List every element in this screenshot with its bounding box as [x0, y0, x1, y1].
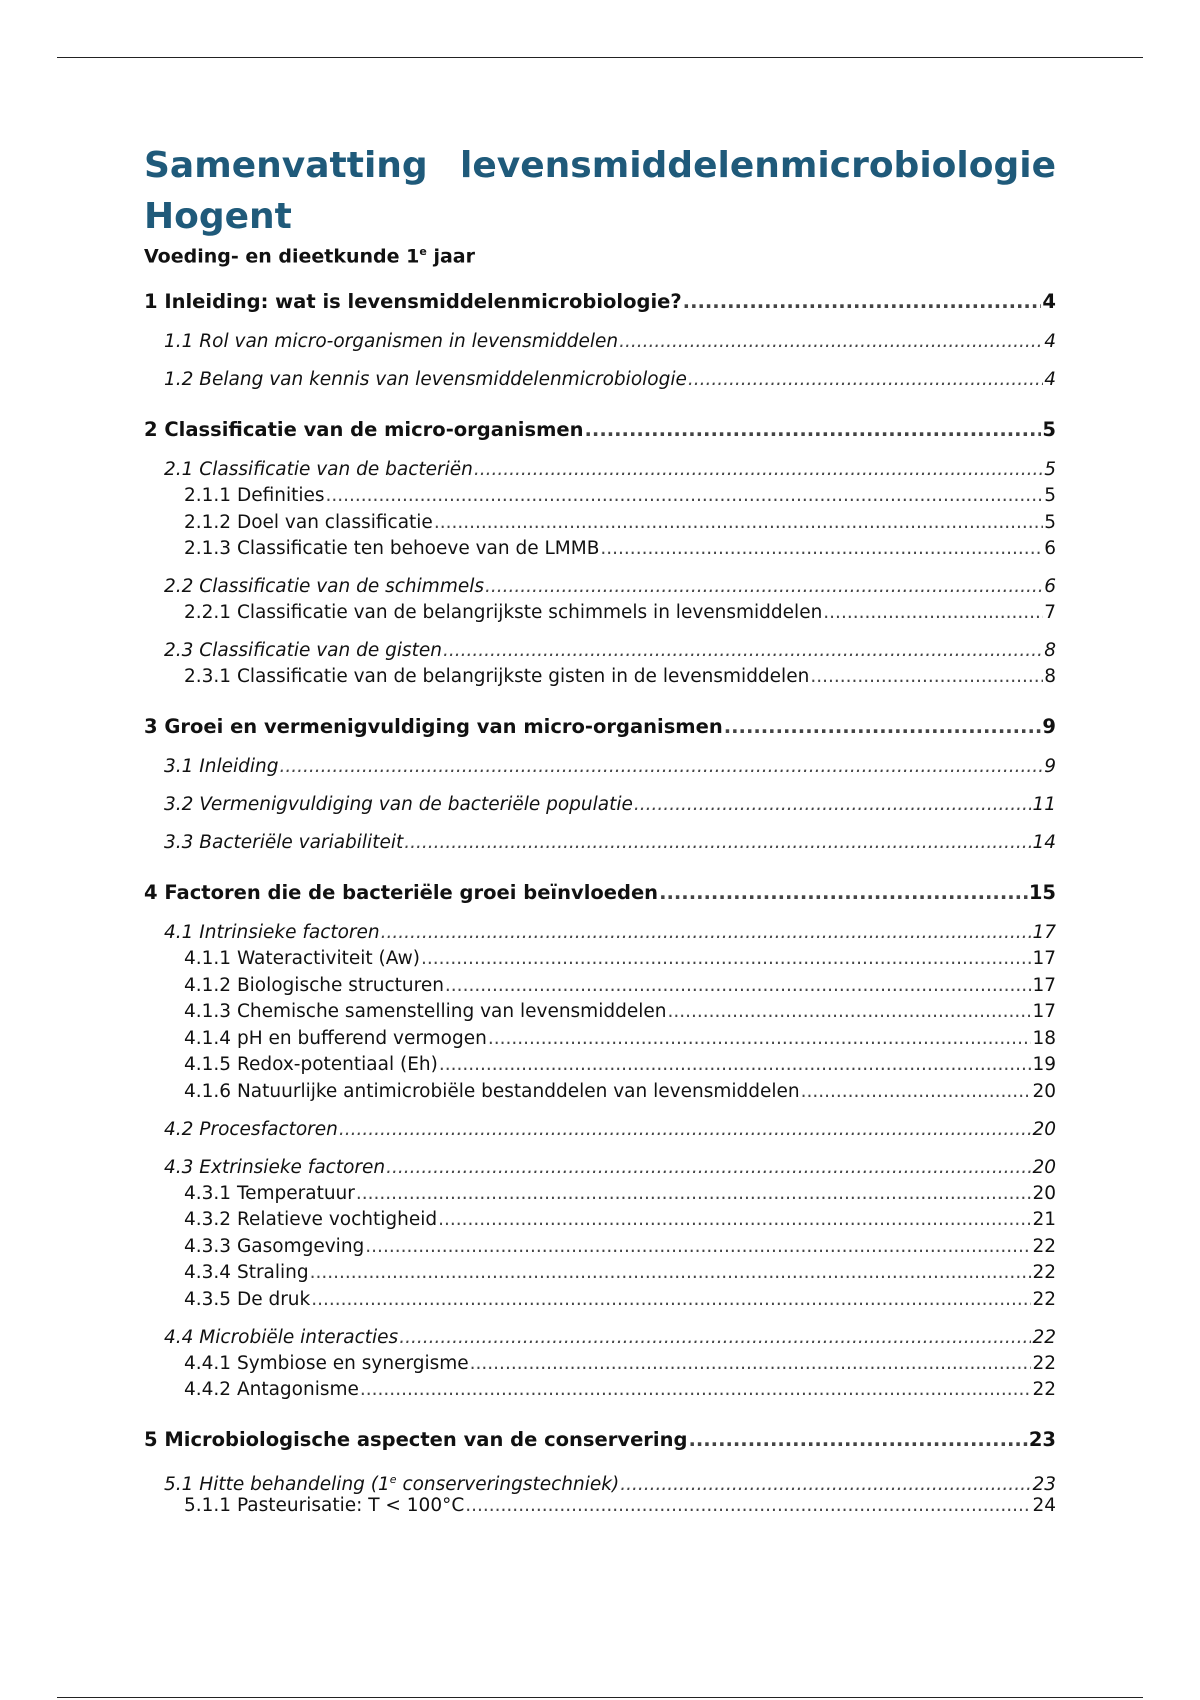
toc-page-number: 17: [1032, 1001, 1056, 1022]
toc-entry-level-2[interactable]: [144, 1117, 1056, 1143]
document-title: Samenvatting levensmiddelenmicrobiologie Hogent: [144, 145, 1056, 237]
toc-page-number: 11: [1032, 794, 1056, 815]
toc-entry-title: 4.4.2 Antagonisme: [184, 1379, 359, 1400]
toc-leader-dots: [439, 1052, 1032, 1078]
toc-entry-title: 4.4 Microbiële interacties: [164, 1326, 399, 1348]
toc-leader-dots: [470, 1351, 1032, 1377]
toc-page-number: 19: [1032, 1054, 1056, 1075]
header-rule: [57, 57, 1143, 58]
toc-entry-level-2[interactable]: [144, 920, 1056, 946]
toc-entry-level-2[interactable]: [144, 1467, 1056, 1496]
toc-entry-title: 2.2 Classificatie van de schimmels: [164, 576, 485, 597]
toc-entry-level-1[interactable]: [144, 417, 1056, 443]
toc-entry-level-3[interactable]: [144, 1377, 1056, 1403]
toc-page-number: 9: [1044, 756, 1056, 777]
toc-entry-title: 4 Factoren die de bacteriële groei beïnvloeden: [144, 881, 659, 904]
toc-entry-title: 4.2 Procesfactoren: [164, 1118, 338, 1140]
toc-page-number: 4: [1042, 290, 1056, 313]
toc-leader-dots: [485, 574, 1043, 600]
toc-leader-dots: [724, 714, 1042, 740]
toc-leader-dots: [445, 973, 1032, 999]
toc-page-number: 22: [1032, 1352, 1056, 1374]
toc-page-number: 24: [1032, 1495, 1056, 1516]
toc-page-number: 22: [1032, 1235, 1056, 1257]
toc-leader-dots: [823, 600, 1043, 626]
toc-entry-level-3[interactable]: [144, 510, 1056, 536]
toc-page-number: 23: [1032, 1474, 1056, 1496]
toc-page-number: 4: [1044, 369, 1056, 390]
toc-entry-title: 1.2 Belang van kennis van levensmiddelenmicrobiologie: [164, 369, 687, 390]
toc-page-number: 5: [1044, 485, 1056, 506]
toc-leader-dots: [667, 999, 1031, 1025]
toc-page-number: 4: [1044, 331, 1056, 352]
toc-entry-title: 3 Groei en vermenigvuldiging van micro-organismen: [144, 715, 723, 738]
toc-page-number: 22: [1032, 1262, 1056, 1283]
toc-page-number: 18: [1032, 1027, 1056, 1049]
toc-entry-level-3[interactable]: [144, 1351, 1056, 1377]
toc-leader-dots: [619, 329, 1043, 355]
toc-entry-level-1[interactable]: [144, 714, 1056, 740]
toc-entry-level-3[interactable]: [144, 1493, 1056, 1519]
toc-leader-dots: [600, 536, 1043, 562]
toc-leader-dots: [434, 510, 1043, 536]
toc-entry-title: 4.1.2 Biologische structuren: [184, 974, 444, 996]
toc-page-number: 5: [1042, 418, 1056, 441]
toc-entry-title: 2.1 Classificatie van de bacteriën: [164, 459, 473, 480]
toc-entry-title: 4.3.2 Relatieve vochtigheid: [184, 1209, 438, 1230]
toc-entry-title: 5.1 Hitte behandeling (1e conserveringstechniek): [164, 1473, 620, 1496]
toc-entry-title: 2.3.1 Classificatie van de belangrijkste gisten in de levensmiddelen: [184, 666, 810, 687]
toc-entry-level-1[interactable]: [144, 880, 1056, 906]
toc-page-number: 5: [1044, 511, 1056, 533]
toc-page-number: 8: [1044, 666, 1056, 687]
toc-entry-title: 2.1.2 Doel van classificatie: [184, 511, 433, 533]
footer-rule: [57, 1697, 1143, 1698]
toc-leader-dots: [381, 920, 1032, 946]
toc-entry-title: 1.1 Rol van micro-organismen in levensmiddelen: [164, 331, 619, 352]
toc-entry-title: 2.1.1 Definities: [184, 485, 325, 506]
toc-entry-level-3[interactable]: [144, 664, 1056, 690]
toc-entry-title: 4.1.3 Chemische samenstelling van levensmiddelen: [184, 1001, 667, 1022]
toc-entry-level-2[interactable]: [144, 367, 1056, 393]
toc-page-number: 7: [1044, 602, 1056, 623]
toc-entry-title: 3.2 Vermenigvuldiging van de bacteriële populatie: [164, 794, 633, 815]
toc-leader-dots: [443, 638, 1043, 664]
toc-entry-title: 4.1 Intrinsieke factoren: [164, 922, 380, 943]
toc-page-number: 8: [1044, 640, 1056, 661]
toc-entry-level-2[interactable]: [144, 1325, 1056, 1351]
toc-entry-title: 4.3.5 De druk: [184, 1288, 311, 1310]
toc-entry-title: 3.1 Inleiding: [164, 756, 279, 777]
toc-leader-dots: [465, 1493, 1031, 1519]
toc-entry-level-2[interactable]: [144, 457, 1056, 483]
toc-entry-title: 5.1.1 Pasteurisatie: T < 100°C: [184, 1495, 465, 1516]
toc-page-number: 15: [1028, 881, 1056, 904]
toc-entry-title: 5 Microbiologische aspecten van de conservering: [144, 1428, 688, 1451]
toc-page-number: 20: [1032, 1182, 1056, 1204]
toc-entry-level-2[interactable]: [144, 754, 1056, 780]
toc-page-number: 20: [1032, 1156, 1056, 1178]
toc-page-number: 17: [1032, 948, 1056, 969]
toc-page-number: 17: [1032, 974, 1056, 996]
toc-leader-dots: [585, 417, 1042, 443]
toc-page-number: 22: [1032, 1326, 1056, 1348]
toc-page-number: 6: [1044, 576, 1056, 597]
toc-entry-level-1[interactable]: [144, 289, 1056, 315]
toc-entry-level-3[interactable]: [144, 1234, 1056, 1260]
toc-page-number: 22: [1032, 1379, 1056, 1400]
toc-page-number: 21: [1032, 1209, 1056, 1230]
toc-entry-level-3[interactable]: [144, 536, 1056, 562]
toc-entry-title: 4.3.4 Straling: [184, 1262, 309, 1283]
toc-entry-level-3[interactable]: [144, 1181, 1056, 1207]
toc-entry-title: 4.1.4 pH en bufferend vermogen: [184, 1027, 487, 1049]
toc-leader-dots: [386, 1155, 1031, 1181]
toc-page-number: 23: [1028, 1428, 1056, 1451]
toc-entry-title: 4.3.3 Gasomgeving: [184, 1235, 365, 1257]
toc-page-number: 14: [1032, 832, 1056, 853]
toc-entry-title: 4.1.6 Natuurlijke antimicrobiële bestanddelen van levensmiddelen: [184, 1080, 800, 1102]
toc-entry-level-3[interactable]: [144, 1260, 1056, 1286]
toc-page-number: 5: [1044, 459, 1056, 480]
toc-entry-level-2[interactable]: [144, 830, 1056, 856]
toc-page-number: 9: [1042, 715, 1056, 738]
toc-leader-dots: [634, 792, 1032, 818]
toc-entry-level-3[interactable]: [144, 483, 1056, 509]
toc-entry-level-3[interactable]: [144, 946, 1056, 972]
toc-page-number: 20: [1032, 1080, 1056, 1102]
toc-entry-title: 2.2.1 Classificatie van de belangrijkste schimmels in levensmiddelen: [184, 602, 823, 623]
toc-leader-dots: [421, 946, 1031, 972]
toc-entry-title: 3.3 Bacteriële variabiliteit: [164, 832, 404, 853]
toc-entry-level-3[interactable]: [144, 1052, 1056, 1078]
toc-entry-level-3[interactable]: [144, 1079, 1056, 1105]
toc-page-number: 6: [1044, 538, 1056, 559]
toc-leader-dots: [404, 830, 1031, 856]
toc-entry-level-2[interactable]: [144, 574, 1056, 600]
toc-leader-dots: [688, 1427, 1027, 1453]
toc-page-number: 22: [1032, 1288, 1056, 1310]
toc-leader-dots: [356, 1181, 1032, 1207]
toc-entry-title: 2.3 Classificatie van de gisten: [164, 640, 443, 661]
toc-leader-dots: [399, 1325, 1031, 1351]
toc-entry-level-3[interactable]: [144, 973, 1056, 999]
toc-entry-title: 4.1.1 Wateractiviteit (Aw): [184, 948, 421, 969]
toc-leader-dots: [438, 1207, 1031, 1233]
toc-entry-title: 2 Classificatie van de micro-organismen: [144, 418, 584, 441]
toc-page-number: 20: [1032, 1118, 1056, 1140]
toc-leader-dots: [683, 289, 1042, 315]
toc-entry-level-3[interactable]: [144, 1026, 1056, 1052]
toc-entry-title: 4.3.1 Temperatuur: [184, 1182, 355, 1204]
toc-leader-dots: [311, 1287, 1031, 1313]
toc-entry-level-2[interactable]: [144, 329, 1056, 355]
toc-leader-dots: [801, 1079, 1032, 1105]
toc-entry-title: 2.1.3 Classificatie ten behoeve van de LMMB: [184, 538, 600, 559]
toc-entry-title: 4.3 Extrinsieke factoren: [164, 1156, 386, 1178]
toc-leader-dots: [688, 367, 1043, 393]
toc-leader-dots: [339, 1117, 1032, 1143]
toc-page-number: 17: [1032, 922, 1056, 943]
toc-leader-dots: [310, 1260, 1032, 1286]
toc-entry-level-3[interactable]: [144, 1287, 1056, 1313]
toc-leader-dots: [360, 1377, 1032, 1403]
toc-entry-level-2[interactable]: [144, 792, 1056, 818]
toc-entry-title: 4.4.1 Symbiose en synergisme: [184, 1352, 469, 1374]
toc-entry-level-3[interactable]: [144, 1207, 1056, 1233]
toc-leader-dots: [280, 754, 1044, 780]
document-subtitle: Voeding- en dieetkunde 1e jaar: [144, 245, 475, 268]
toc-leader-dots: [474, 457, 1043, 483]
toc-leader-dots: [810, 664, 1043, 690]
toc-entry-title: 4.1.5 Redox-potentiaal (Eh): [184, 1054, 438, 1075]
toc-leader-dots: [326, 483, 1044, 509]
toc-entry-level-2[interactable]: [144, 638, 1056, 664]
toc-entry-level-3[interactable]: [144, 999, 1056, 1025]
toc-leader-dots: [488, 1026, 1032, 1052]
toc-entry-level-3[interactable]: [144, 600, 1056, 626]
toc-leader-dots: [365, 1234, 1031, 1260]
toc-entry-level-2[interactable]: [144, 1155, 1056, 1181]
toc-leader-dots: [659, 880, 1028, 906]
toc-entry-level-1[interactable]: [144, 1427, 1056, 1453]
toc-entry-title: 1 Inleiding: wat is levensmiddelenmicrobiologie?: [144, 290, 682, 313]
